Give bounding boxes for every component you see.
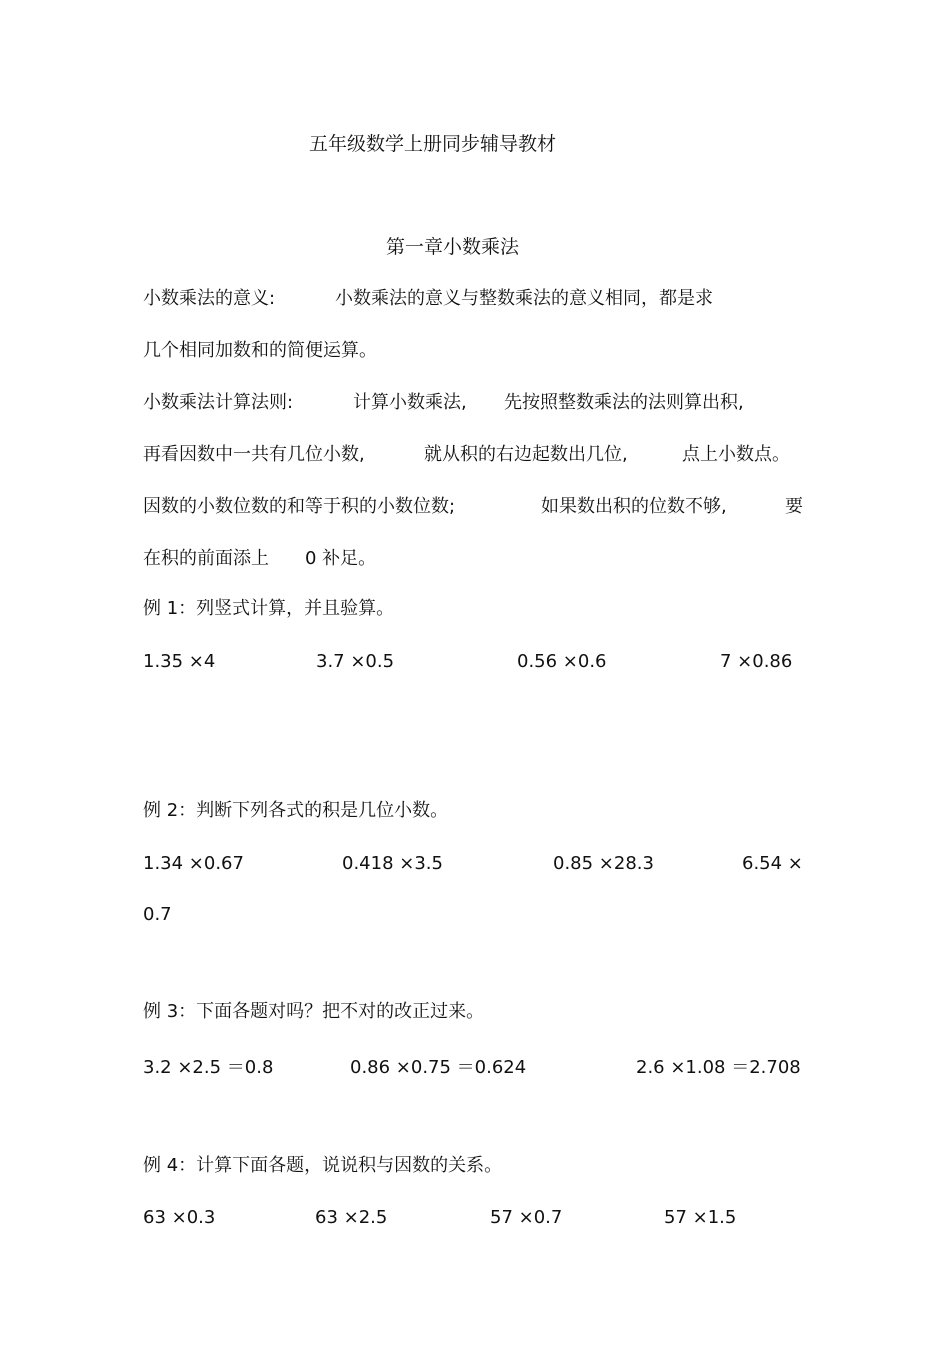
example2-item: 0.418 ×3.5 xyxy=(342,853,443,874)
rule-line3-c: 要 xyxy=(785,496,803,517)
rule-label: 小数乘法计算法则: xyxy=(143,392,294,413)
example1-item: 7 ×0.86 xyxy=(720,651,793,672)
rule-line3-b: 如果数出积的位数不够, xyxy=(541,496,727,517)
rule-line2-c: 点上小数点。 xyxy=(682,444,790,465)
meaning-text-line1: 小数乘法的意义与整数乘法的意义相同，都是求 xyxy=(335,288,713,309)
example2-label: 例 2：判断下列各式的积是几位小数。 xyxy=(143,800,449,821)
document-title: 五年级数学上册同步辅导教材 xyxy=(309,133,557,155)
example1-item: 3.7 ×0.5 xyxy=(316,651,395,672)
chapter-title: 第一章小数乘法 xyxy=(386,236,520,258)
example3-item: 0.86 ×0.75 ＝0.624 xyxy=(350,1057,527,1078)
example1-item: 0.56 ×0.6 xyxy=(517,651,607,672)
rule-line1-b: 先按照整数乘法的法则算出积, xyxy=(504,392,744,413)
rule-line1-a: 计算小数乘法, xyxy=(353,392,467,413)
rule-line4-a: 在积的前面添上 xyxy=(143,548,269,569)
meaning-label: 小数乘法的意义: xyxy=(143,288,276,309)
example4-label: 例 4：计算下面各题，说说积与因数的关系。 xyxy=(143,1155,503,1176)
example1-item: 1.35 ×4 xyxy=(143,651,216,672)
example4-item: 63 ×2.5 xyxy=(315,1207,388,1228)
example3-item: 2.6 ×1.08 ＝2.708 xyxy=(636,1057,801,1078)
example2-item: 1.34 ×0.67 xyxy=(143,853,244,874)
meaning-text-line2: 几个相同加数和的简便运算。 xyxy=(143,340,377,361)
example3-item: 3.2 ×2.5 ＝0.8 xyxy=(143,1057,274,1078)
rule-line2-a: 再看因数中一共有几位小数, xyxy=(143,444,365,465)
example4-item: 57 ×0.7 xyxy=(490,1207,563,1228)
example1-label: 例 1：列竖式计算，并且验算。 xyxy=(143,598,395,619)
example3-label: 例 3：下面各题对吗？把不对的改正过来。 xyxy=(143,1001,485,1022)
example2-item: 0.85 ×28.3 xyxy=(553,853,654,874)
rule-line2-b: 就从积的右边起数出几位, xyxy=(424,444,628,465)
rule-line3-a: 因数的小数位数的和等于积的小数位数; xyxy=(143,496,456,517)
example4-item: 63 ×0.3 xyxy=(143,1207,216,1228)
example2-item: 6.54 × xyxy=(742,853,803,874)
example4-item: 57 ×1.5 xyxy=(664,1207,737,1228)
example2-wrap: 0.7 xyxy=(143,904,172,925)
rule-line4-b: 0 补足。 xyxy=(305,548,377,569)
